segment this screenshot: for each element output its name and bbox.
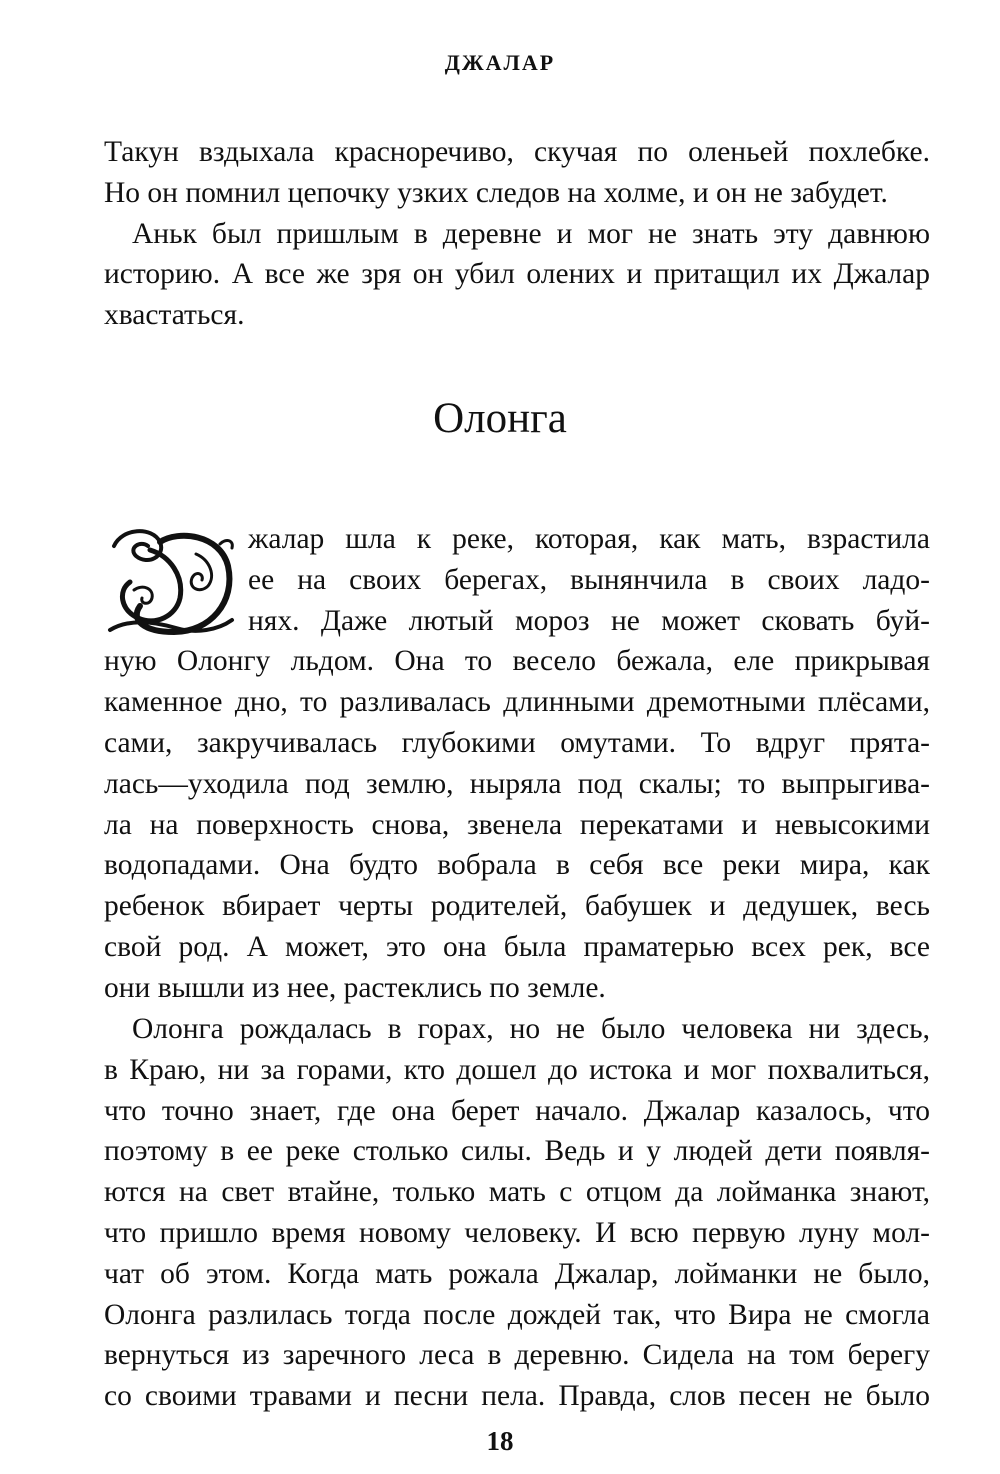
text-line: ла на поверхность снова, звенела перекатами и невысокими	[104, 808, 930, 841]
text-line: ребенок вбирает черты родителей, бабушек и дедушек, весь	[104, 890, 930, 923]
text-line: что пришло время новому человеку. И всю первую луну мол-	[104, 1216, 930, 1249]
text-line: Олонга разлилась тогда после дождей так, что Вира не смогла	[104, 1298, 930, 1331]
text-line: ее на своих берегах, вынянчила в своих ладо-	[248, 563, 930, 596]
text-line: чат об этом. Когда мать рожала Джалар, лойманки не было,	[104, 1257, 930, 1290]
text-line: ную Олонгу льдом. Она то весело бежала, еле прикрывая	[104, 645, 930, 678]
text-line: свой род. А может, это она была праматерью всех рек, все	[104, 930, 930, 963]
text-line: Но он помнил цепочку узких следов на холме, и он не забудет.	[104, 176, 888, 209]
chapter-paragraph-1	[104, 519, 930, 1009]
text-line: нях. Даже лютый мороз не может сковать буй-	[248, 604, 930, 637]
text-line: водопадами. Она будто вобрала в себя все реки мира, как	[104, 849, 930, 882]
opening-text	[104, 132, 930, 336]
text-line: каменное дно, то разливалась длинными дремотными плёсами,	[104, 686, 930, 719]
chapter-paragraph-2	[104, 1009, 930, 1417]
text-line: в Краю, ни за горами, кто дошел до истока и мог похвалиться,	[104, 1053, 930, 1086]
text-line: Такун вздыхала красноречиво, скучая по оленьей похлебке.	[104, 136, 930, 168]
text-line: хвастаться.	[104, 299, 245, 332]
text-line: что точно знает, где она берет начало. Джалар казалось, что	[104, 1094, 930, 1127]
text-line: лась—уходила под землю, ныряла под скалы; то выпрыгива-	[104, 767, 930, 800]
text-line: поэтому в ее реке столько силы. Ведь и у людей дети появля-	[104, 1135, 930, 1168]
text-line: они вышли из нее, растеклись по земле.	[104, 971, 606, 1004]
text-line: вернуться из заречного леса в деревню. Сидела на том берегу	[104, 1339, 930, 1372]
running-head: ДЖАЛАР	[444, 50, 556, 75]
page-number: 18	[486, 1426, 514, 1456]
chapter-title: Олонга	[433, 395, 567, 442]
text-line: историю. А все же зря он убил олених и притащил их Джалар	[104, 258, 930, 291]
text-line: со своими травами и песни пела. Правда, слов песен не было	[104, 1380, 930, 1413]
text-line: сами, закручивалась глубокими омутами. То вдруг прята-	[104, 726, 930, 759]
text-line: ются на свет втайне, только мать с отцом да лойманка знают,	[104, 1176, 930, 1209]
text-line: Олонга рождалась в горах, но не было человека ни здесь,	[132, 1013, 930, 1045]
text-line: жалар шла к реке, которая, как мать, взрастила	[248, 523, 930, 555]
text-line: Аньк был пришлым в деревне и мог не знать эту давнюю	[132, 217, 930, 250]
